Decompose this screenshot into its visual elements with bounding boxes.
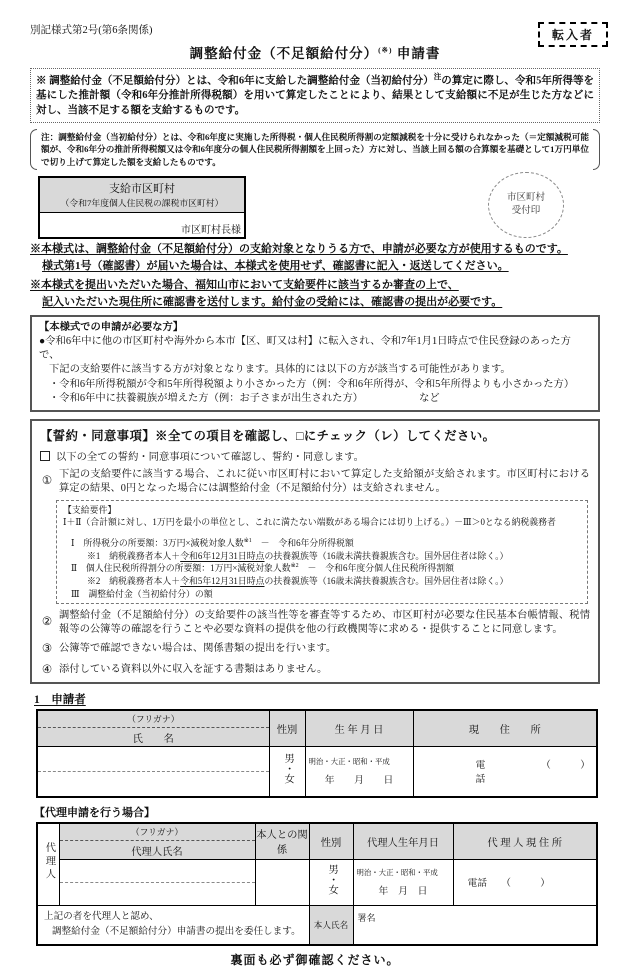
requirement-1-superscript: ※1 [243, 538, 252, 545]
requirement-item-1 [71, 537, 581, 550]
pledge-heading: 【誓約・同意事項】※全ての項目を確認し、□にチェック（レ）してください。 [40, 429, 496, 444]
requirement-1-text: Ⅰ 所得税分の所要額：3万円×減税対象人数 [71, 538, 244, 549]
requirement-note-1-underlined: 令和6年12月31日時点 [180, 550, 265, 561]
furigana-label: （フリガナ） [60, 824, 255, 841]
applicant-gender-select[interactable] [269, 747, 305, 797]
requirement-note-1-pre: ※1 納税義務者本人＋ [87, 550, 181, 561]
name-label: 氏 名 [132, 734, 174, 746]
principal-signature-input[interactable] [353, 905, 597, 945]
pledge-item-number: ③ [41, 643, 53, 656]
title-superscript: (※) [378, 45, 393, 55]
requirements-spacer [63, 529, 581, 537]
note-brace-right [593, 129, 600, 170]
applicant-name-header [37, 710, 269, 747]
eligibility-line [49, 392, 591, 406]
requirement-item-3: Ⅲ 調整給付金（当初給付分）の額 [71, 588, 213, 599]
eligibility-line: ●令和6年中に他の市区町村や海外から本市【区、町又は村】に転入され、令和7年1月1日時点で住民登録のあった方で、 [39, 336, 571, 362]
proxy-name-header [59, 823, 255, 860]
applicant-birthdate-input[interactable] [305, 747, 413, 797]
gender-options[interactable]: 男・女 [326, 864, 338, 896]
requirement-note-2-underlined: 令和5年12月31日時点 [180, 576, 265, 587]
definition-text-cont: の算定に際し、令和5年所得等を基にした推計額（令和6年分推計所得税額）を用いて算定したことにより、結果として支給額に不足が生じた方などに対し、当該不足する額を支給するものです。 [36, 75, 595, 117]
signature-label: 署名 [357, 912, 376, 923]
pledge-agree-line [40, 448, 590, 463]
who-must-apply-box [30, 315, 600, 412]
proxy-furigana-input[interactable] [60, 882, 255, 883]
pledge-item-text: 公簿等で確認できない場合は、関係書類の提出を行います。 [59, 643, 337, 655]
requirement-note-1 [87, 550, 581, 563]
municipality-subtitle: （令和7年度個人住民税の課税市区町村） [60, 197, 224, 208]
pledge-item-2 [40, 609, 590, 637]
phone-input[interactable]: （ ） [501, 877, 551, 889]
issuing-municipality-header [40, 178, 244, 213]
note-paragraph [30, 129, 600, 170]
delegation-line-1: 上記の者を代理人と認め、 [44, 911, 159, 923]
pledge-checkbox[interactable] [40, 451, 50, 461]
pledge-agree-text: 以下の全ての誓約・同意事項について確認し、誓約・同意します。 [56, 452, 364, 464]
requirement-note-2-post: の扶養親族等（16歳未満扶養親族含む。国外居住者は除く。） [264, 576, 509, 587]
requirement-2-tail: － 令和6年度分個人住民税所得割額 [298, 563, 454, 574]
applicant-name-input[interactable] [37, 747, 269, 797]
municipality-row [30, 176, 600, 236]
delegation-line-2: 調整給付金（不足額給付分）申請書の提出を委任します。 [52, 925, 301, 937]
address-header: 現 住 所 [413, 710, 597, 747]
era-options[interactable]: 明治・大正・昭和・平成 [356, 868, 438, 878]
eligibility-line-tail: など [419, 392, 440, 404]
form-code: 別記様式第2号(第6条関係) [30, 25, 153, 36]
proxy-gender-select[interactable] [309, 859, 353, 905]
payment-requirements-box [56, 500, 588, 604]
municipality-title: 支給市区町村 [109, 182, 175, 195]
pledge-item-number: ④ [41, 663, 53, 676]
proxy-address-input[interactable] [453, 859, 597, 905]
note-text: 注：調整給付金（当初給付分）とは、令和6年度に実施した所得税・個人住民税所得割の定額減税を十分に受けられなかった（＝定額減税可能額が、令和6年分の推計所得税額又は令和6年度分の個人住民税所得割額を上回った）方に対し、当該上回る額の合算額を基礎として1万円単位で切り上げて算定した額を支給したものです。 [41, 132, 589, 167]
pledge-box [30, 419, 600, 684]
date-units[interactable]: 年 月 日 [378, 886, 428, 898]
applicant-furigana-input[interactable] [38, 771, 269, 772]
birthdate-header: 生 年 月 日 [305, 710, 413, 747]
page-title [30, 42, 600, 62]
pledge-item-text: 添付している資料以外に収入を証する書類はありません。 [59, 663, 328, 675]
eligibility-line: ・令和6年所得税額が令和5年所得税額より小さかった方（例：令和6年所得が、令和5年所得よりも小さかった方） [49, 378, 575, 390]
pledge-item-number: ① [41, 475, 53, 488]
pledge-item-text: 調整給付金（不足額給付分）の支給要件の該当性等を審査等するため、市区町村が必要な住民基本台帳情報、税情報等の公簿等の確認を行うことや必要な資料の提供を他の行政機関等に求める・提供することに同意します。 [59, 610, 590, 636]
receipt-stamp-line1: 市区町村 [506, 193, 545, 204]
relation-header: 本人との関係 [255, 823, 309, 860]
form-header [30, 20, 600, 42]
eligibility-line-text: ・令和6年中に扶養親族が増えた方（例：お子さまが出生された方） [49, 392, 364, 404]
requirement-2-superscript: ※2 [290, 563, 299, 570]
pledge-item-1 [40, 468, 590, 496]
note-brace-left [30, 129, 37, 170]
who-must-apply-heading: 【本様式での申請が必要な方】 [39, 321, 184, 333]
proxy-table [36, 822, 598, 947]
proxy-name-input[interactable] [59, 859, 255, 905]
proxy-gender-header: 性別 [309, 823, 353, 860]
requirement-note-1-post: の扶養親族等（16歳未満扶養親族含む。国外居住者は除く。） [264, 550, 509, 561]
backside-reminder: 裏面も必ず御確認ください。 [230, 953, 400, 968]
title-main: 調整給付金（不足額給付分） [189, 46, 379, 61]
proxy-section-heading: 【代理申請を行う場合】 [34, 806, 155, 819]
proxy-name-label: 代理人氏名 [131, 846, 183, 858]
proxy-birthdate-input[interactable] [353, 859, 453, 905]
requirements-formula: Ⅰ＋Ⅱ（合計額に対し、1万円を最小の単位とし、これに満たない端数がある場合には切り上げる。）－Ⅲ＞0となる納税義務者 [63, 517, 556, 528]
pledge-item-text: 下記の支給要件に該当する場合、これに従い市区町村において算定した支給額が支給されます。市区町村における算定の結果、0円となった場合には調整給付金（不足額給付分）は支給されません。 [59, 469, 590, 494]
delegation-statement [37, 905, 309, 945]
usage-note-line: ※本様式は、調整給付金（不足額給付分）の支給対象となりうる方で、申請が必要な方が使用するものです。 [30, 242, 568, 255]
relation-input[interactable] [255, 859, 309, 905]
principal-name-label: 本人氏名 [309, 905, 353, 945]
definition-box [30, 68, 600, 123]
date-units[interactable]: 年 月 日 [324, 775, 394, 787]
definition-text: ※ 調整給付金（不足額給付分）とは、令和6年に支給した調整給付金（当初給付分） [36, 75, 434, 87]
pledge-item-number: ② [41, 616, 53, 629]
usage-notes [30, 243, 600, 310]
usage-note-line: 様式第1号（確認書）が届いた場合は、本様式を使用せず、確認書に記入・返送してください。 [42, 259, 509, 272]
era-options[interactable]: 明治・大正・昭和・平成 [308, 757, 390, 767]
pledge-item-4 [40, 663, 590, 679]
furigana-label: （フリガナ） [38, 711, 269, 728]
transferee-stamp-box [538, 22, 608, 47]
applicant-section-heading: 1 申請者 [34, 694, 86, 707]
proxy-side-label-text: 代理人 [43, 841, 55, 882]
applicant-address-input[interactable] [413, 747, 597, 797]
proxy-side-label [37, 823, 59, 906]
requirement-item-2 [71, 562, 581, 575]
applicant-table [36, 709, 598, 798]
pledge-item-3 [40, 642, 590, 658]
requirement-note-2-pre: ※2 納税義務者本人＋ [87, 576, 181, 587]
issuing-municipality-box [38, 176, 246, 239]
title-tail: 申請書 [392, 46, 441, 61]
eligibility-line: 下記の支給要件に該当する方が対象となります。具体的には以下の方が該当する可能性があります。 [49, 364, 511, 376]
requirement-1-tail: － 令和6年分所得税額 [251, 538, 354, 549]
receipt-stamp-line2: 受付印 [511, 205, 541, 216]
definition-superscript: 注 [433, 72, 442, 81]
requirement-2-text: Ⅱ 個人住民税所得割分の所要額：1万円×減税対象人数 [71, 563, 291, 574]
proxy-address-header: 代 理 人 現 住 所 [453, 823, 597, 860]
phone-label: 電話 [475, 759, 486, 785]
phone-input[interactable]: （ ） [541, 759, 590, 771]
gender-header: 性別 [269, 710, 305, 747]
usage-note-line: ※本様式を提出いただいた場合、福知山市において支給要件に該当するか審査の上で、 [30, 279, 459, 292]
municipality-addressee: 市区町村長様 [181, 224, 241, 236]
requirements-heading: 【支給要件】 [63, 504, 117, 515]
phone-label: 電話 [467, 877, 488, 889]
requirement-note-2 [87, 575, 581, 588]
receipt-stamp-circle [488, 172, 564, 238]
proxy-birthdate-header: 代理人生年月日 [353, 823, 453, 860]
municipality-name-input[interactable] [40, 213, 244, 237]
usage-note-line: 記入いただいた現住所に確認書を送付します。給付金の受給には、確認書の提出が必要です。 [42, 296, 503, 309]
transferee-stamp-label: 転入者 [551, 28, 594, 42]
gender-options[interactable]: 男・女 [282, 753, 294, 785]
